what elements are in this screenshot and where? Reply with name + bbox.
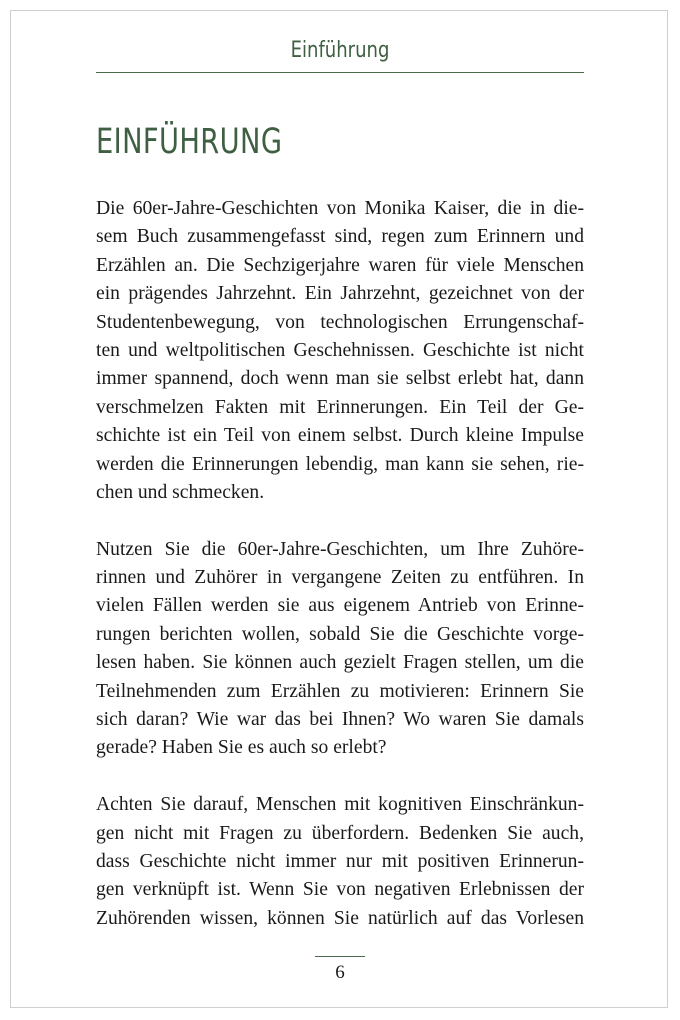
body-text <box>96 195 584 962</box>
text-line: chen und schmecken. <box>96 481 265 503</box>
text-line: rinnen und Zuhörer in vergangene Zeiten zu entführen. In <box>96 567 584 589</box>
text-line: gerade? Haben Sie es auch so erlebt? <box>96 737 387 759</box>
text-line: vielen Fällen werden sie aus eigenem Antrieb von Erinne- <box>96 595 584 617</box>
text-line: Teilnehmenden zum Erzählen zu motivieren: Erinnern Sie <box>96 680 584 702</box>
text-line: verschmelzen Fakten mit Erinnerungen. Ein Teil der Ge- <box>96 396 584 418</box>
paragraph-1 <box>96 195 584 507</box>
text-line: lesen haben. Sie können auch gezielt Fragen stellen, um die <box>96 652 584 674</box>
text-line: Erzählen an. Die Sechzigerjahre waren für viele Menschen <box>96 254 584 276</box>
text-line: ten und weltpolitischen Geschehnissen. Geschichte ist nicht <box>96 339 584 361</box>
text-line: Nutzen Sie die 60er-Jahre-Geschichten, um Ihre Zuhöre- <box>96 538 584 560</box>
text-line: Zuhörenden wissen, können Sie natürlich auf das Vorlesen <box>96 907 584 929</box>
paragraph-2 <box>96 536 584 763</box>
text-line: gen nicht mit Fragen zu überfordern. Bedenken Sie auch, <box>96 822 584 844</box>
header-rule <box>96 72 584 73</box>
text-line: gen verknüpft ist. Wenn Sie von negativen Erlebnissen der <box>96 879 584 901</box>
text-line: sem Buch zusammengefasst sind, regen zum Erinnern und <box>96 226 584 248</box>
text-line: sich daran? Wie war das bei Ihnen? Wo waren Sie damals <box>96 709 584 731</box>
text-line: Achten Sie darauf, Menschen mit kognitiven Einschränkun- <box>96 794 584 816</box>
text-line: ein prägendes Jahrzehnt. Ein Jahrzehnt, gezeichnet von der <box>96 283 584 305</box>
paragraph-3 <box>96 791 584 933</box>
text-line: Studentenbewegung, von technologischen Errungenschaf- <box>96 311 584 333</box>
chapter-title: EINFÜHRUNG <box>96 122 283 162</box>
running-header: Einführung <box>290 38 390 63</box>
text-line: rungen berichten wollen, sobald Sie die Geschichte vorge- <box>96 623 584 645</box>
footer-rule <box>315 956 365 957</box>
text-line: werden die Erinnerungen lebendig, man kann sie sehen, rie- <box>96 453 584 475</box>
text-line: schichte ist ein Teil von einem selbst. Durch kleine Impulse <box>96 425 584 447</box>
text-line: Die 60er-Jahre-Geschichten von Monika Kaiser, die in die- <box>96 198 584 219</box>
text-line: dass Geschichte nicht immer nur mit positiven Erinnerun- <box>96 850 584 872</box>
page-number: 6 <box>335 962 345 983</box>
text-line: immer spannend, doch wenn man sie selbst erlebt hat, dann <box>96 368 584 390</box>
